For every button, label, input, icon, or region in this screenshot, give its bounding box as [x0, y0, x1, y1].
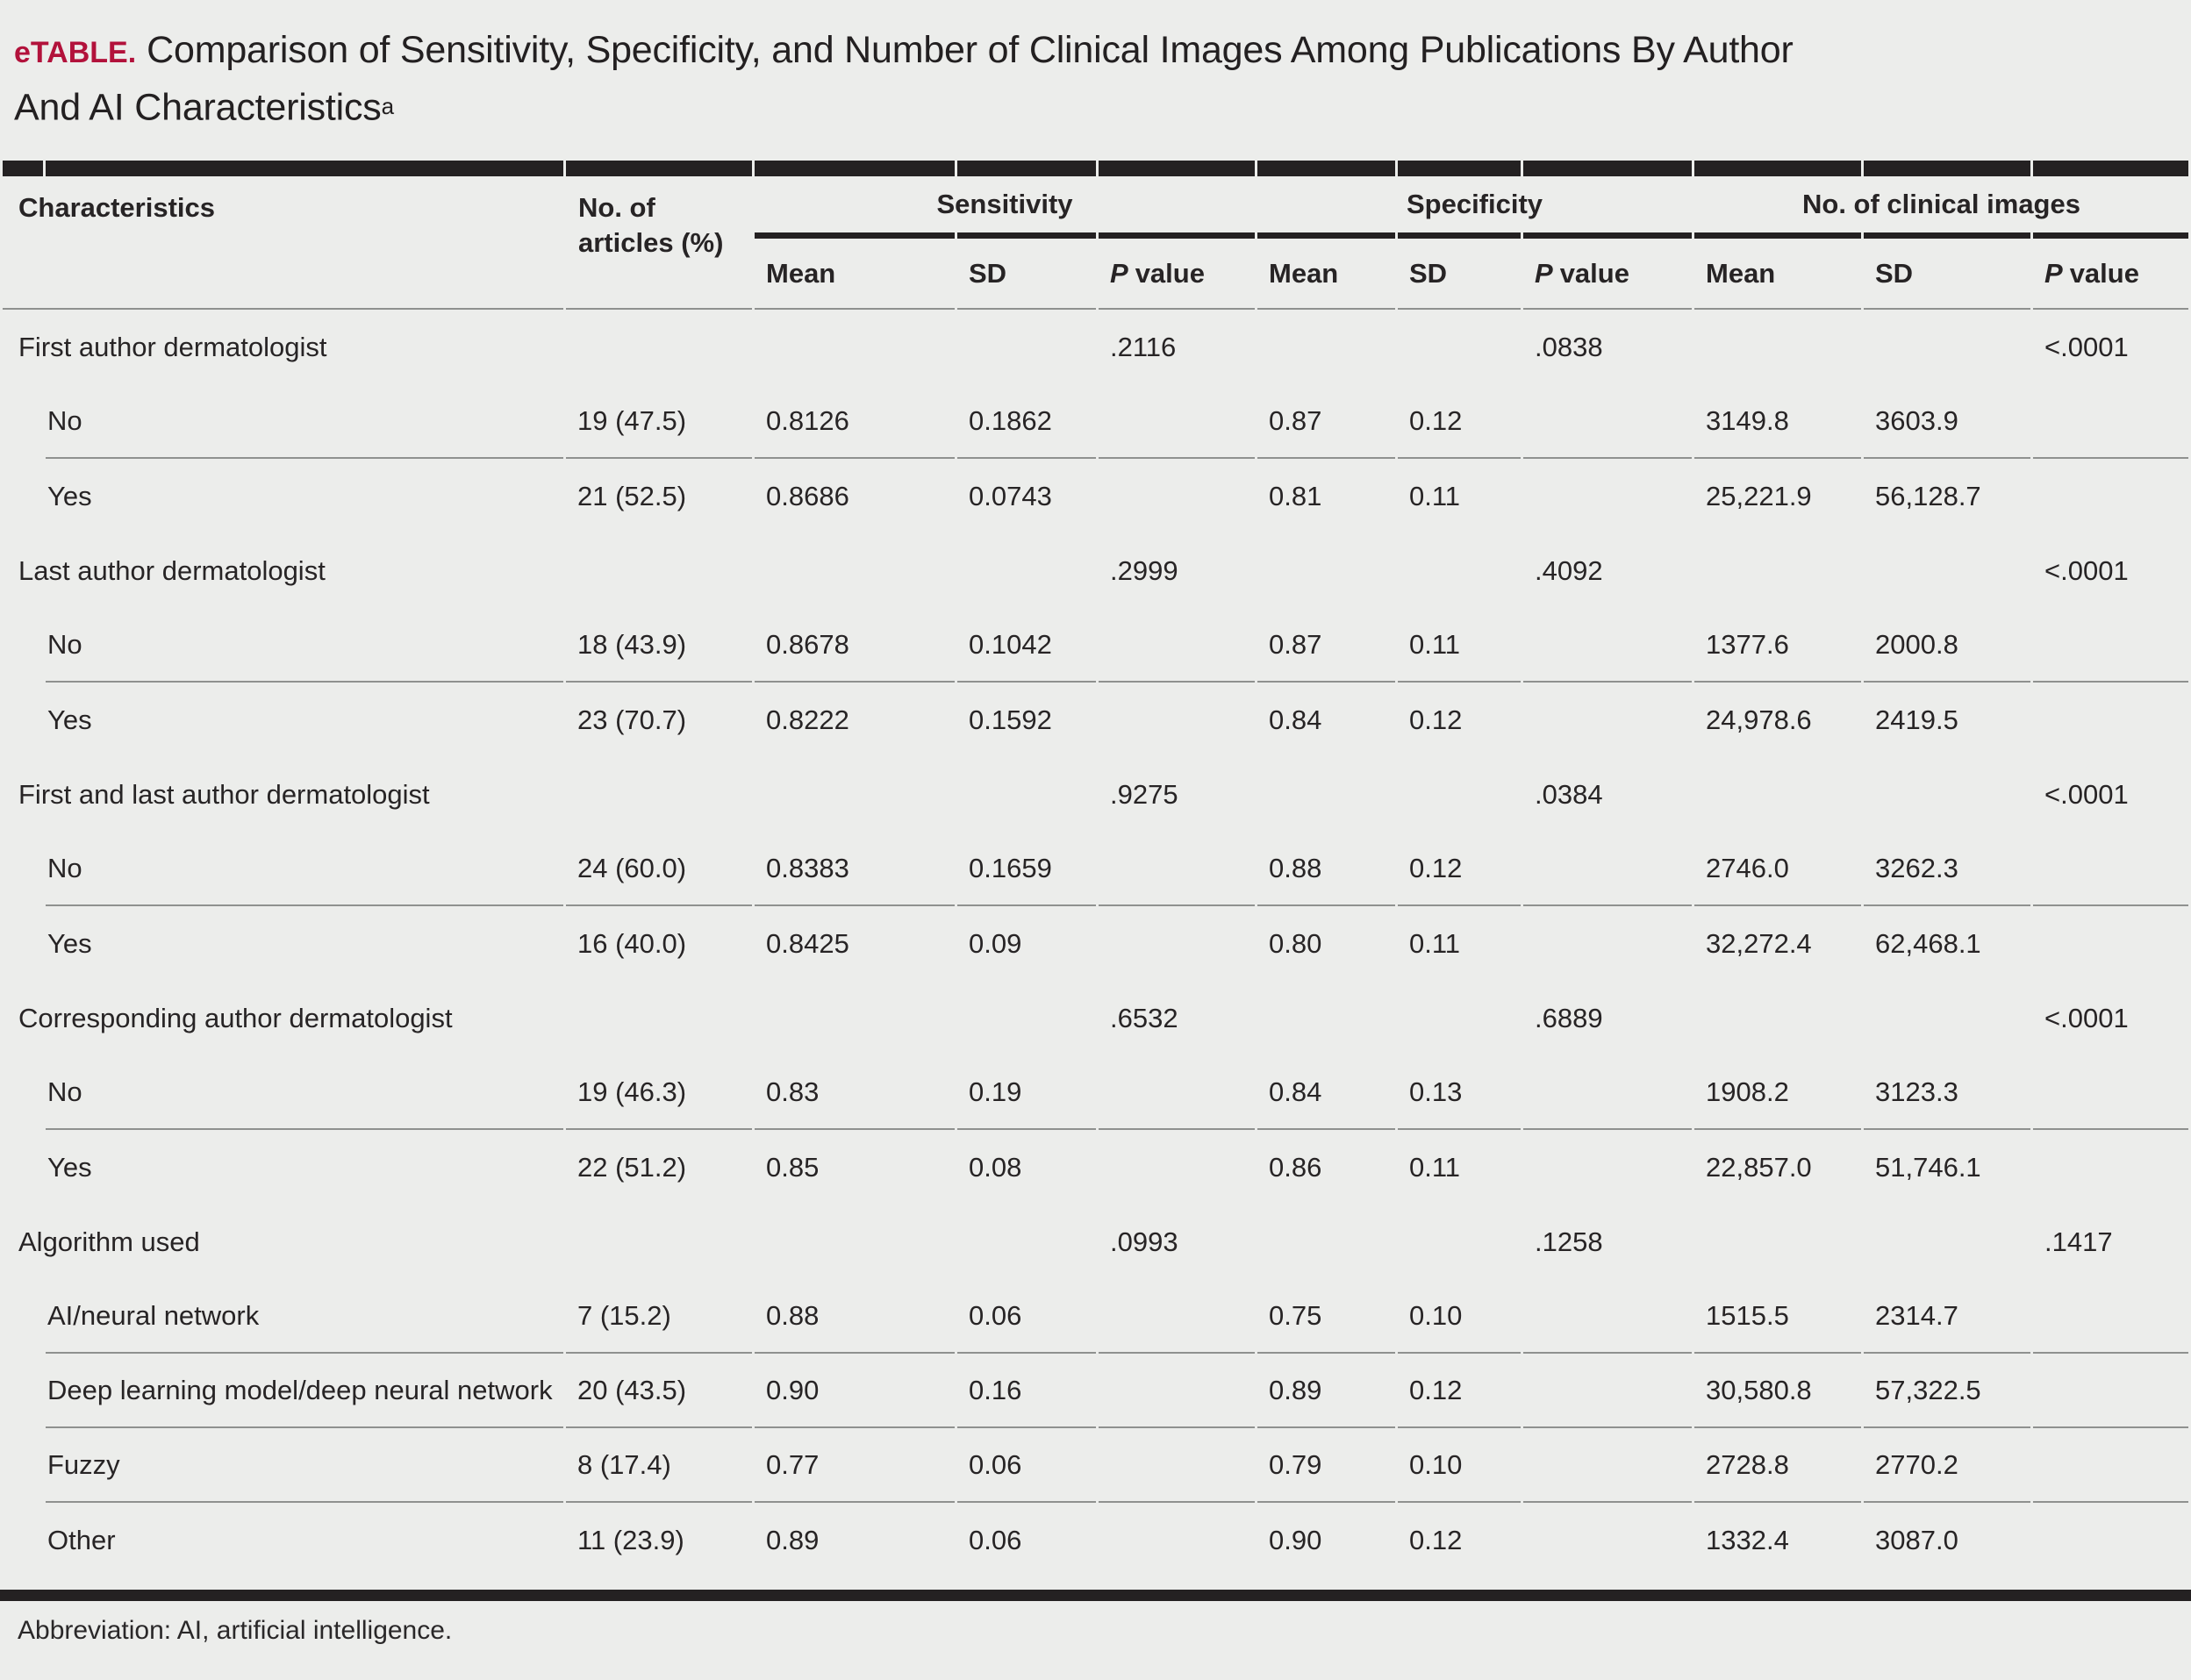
- header-top-rule-segment: [957, 161, 1096, 176]
- cell-articles: 18 (43.9): [566, 608, 752, 683]
- cell-empty: [755, 981, 955, 1055]
- cell-empty: [1523, 1354, 1692, 1428]
- cell-spec-mean: 0.79: [1257, 1428, 1395, 1503]
- cell-spec-sd: 0.11: [1398, 608, 1521, 683]
- indent-cell: [3, 1354, 43, 1428]
- table-row: [3, 1503, 2188, 1577]
- cell-spec-sd: 0.11: [1409, 927, 1461, 959]
- cell-sens-mean: 0.83: [755, 1055, 955, 1130]
- cell-spec-mean: 0.75: [1257, 1279, 1395, 1354]
- cell-empty: [2033, 1428, 2188, 1503]
- indent-cell: [3, 906, 43, 981]
- cell-empty: [1099, 384, 1255, 459]
- cell-spec-mean: 0.80: [1269, 927, 1322, 959]
- cell-spec-pvalue: .0384: [1535, 778, 1603, 810]
- cell-spec-pvalue: .0838: [1535, 331, 1603, 362]
- header-top-rule-segment: [1694, 161, 1861, 176]
- col-header-spec-pvalue: P value: [1523, 232, 1692, 310]
- header-top-rule-segment: [755, 161, 955, 176]
- cell-articles: 8 (17.4): [566, 1428, 752, 1503]
- cell-empty: [2033, 1354, 2188, 1428]
- cell-empty: [2033, 683, 2188, 757]
- cell-spec-pvalue: .6889: [1535, 1002, 1603, 1033]
- cell-sens-sd: 0.06: [957, 1279, 1096, 1354]
- cell-empty: [1523, 1130, 1692, 1205]
- table-row: [3, 1354, 2188, 1428]
- cell-empty: [1694, 757, 1861, 832]
- header-top-rule-segment: [46, 161, 563, 176]
- title-footnote-marker: a: [381, 93, 395, 119]
- cell-empty: [1099, 1279, 1255, 1354]
- table-row: [3, 832, 2188, 906]
- col-header-sens-sd: SD: [957, 232, 1096, 310]
- cell-empty: [1099, 608, 1255, 683]
- cell-sens-sd: 0.06: [969, 1524, 1022, 1555]
- table-row: [3, 608, 2188, 683]
- section-label: First and last author dermatologist: [18, 778, 430, 810]
- cell-empty: [1257, 1205, 1395, 1279]
- cell-empty: [2033, 1130, 2188, 1205]
- cell-empty: [1398, 757, 1521, 832]
- table-bottom-rule: [0, 1590, 2191, 1601]
- col-header-sens-pvalue: P value: [1099, 232, 1255, 310]
- cell-empty: [957, 533, 1096, 608]
- comparison-table: [0, 161, 2191, 1577]
- col-header-articles: No. of articles (%): [566, 176, 752, 310]
- cell-empty: [1523, 608, 1692, 683]
- cell-img-sd: 62,468.1: [1875, 927, 1981, 959]
- cell-empty: [957, 310, 1096, 384]
- cell-articles: 22 (51.2): [577, 1151, 687, 1183]
- cell-img-mean: 22,857.0: [1706, 1151, 1812, 1183]
- cell-img-pvalue: .1417: [2044, 1226, 2113, 1257]
- indent-cell: [3, 459, 43, 533]
- row-label: Yes: [47, 704, 92, 735]
- header-top-rule-segment: [1398, 161, 1521, 176]
- cell-empty: [1099, 906, 1255, 981]
- table-row: [3, 906, 2188, 981]
- cell-empty: [957, 757, 1096, 832]
- cell-empty: [1694, 1205, 1861, 1279]
- cell-empty: [957, 1205, 1096, 1279]
- cell-articles: 16 (40.0): [577, 927, 687, 959]
- cell-sens-sd: 0.1042: [957, 608, 1096, 683]
- cell-empty: [1257, 757, 1395, 832]
- cell-img-sd: 57,322.5: [1864, 1354, 2030, 1428]
- cell-spec-sd: 0.12: [1398, 384, 1521, 459]
- table-row: [3, 1130, 2188, 1205]
- row-label: Other: [47, 1524, 116, 1555]
- cell-img-mean: 2746.0: [1694, 832, 1861, 906]
- table-title: [0, 0, 2191, 139]
- cell-empty: [1398, 1205, 1521, 1279]
- cell-sens-mean: 0.90: [755, 1354, 955, 1428]
- cell-empty: [2033, 906, 2188, 981]
- indent-cell: [3, 608, 43, 683]
- cell-empty: [1864, 310, 2030, 384]
- col-header-img-mean: Mean: [1694, 232, 1861, 310]
- cell-img-mean: 3149.8: [1694, 384, 1861, 459]
- row-label: Yes: [47, 1151, 92, 1183]
- row-label: Yes: [47, 927, 92, 959]
- section-label: First author dermatologist: [18, 331, 327, 362]
- cell-empty: [1099, 1428, 1255, 1503]
- table-row-section: [3, 310, 2188, 384]
- header-top-rule-segment: [3, 161, 43, 176]
- indent-cell: [3, 832, 43, 906]
- col-header-img-sd: SD: [1864, 232, 2030, 310]
- group-header-clinical-images: No. of clinical images: [1802, 189, 2080, 220]
- cell-img-sd: 2000.8: [1864, 608, 2030, 683]
- col-header-spec-sd: SD: [1398, 232, 1521, 310]
- cell-empty: [1523, 683, 1692, 757]
- col-header-characteristics: Characteristics: [3, 176, 563, 310]
- abbreviation-footnote: Abbreviation: AI, artificial intelligence.: [18, 1616, 453, 1646]
- cell-empty: [1523, 906, 1692, 981]
- cell-img-sd: 2419.5: [1875, 704, 1958, 735]
- cell-spec-mean: 0.87: [1257, 384, 1395, 459]
- cell-spec-sd: 0.11: [1409, 480, 1461, 511]
- table-row: [3, 459, 2188, 533]
- cell-spec-pvalue: .1258: [1535, 1226, 1603, 1257]
- cell-empty: [2033, 384, 2188, 459]
- cell-spec-sd: 0.12: [1398, 1354, 1521, 1428]
- cell-sens-mean: 0.8222: [766, 704, 849, 735]
- cell-empty: [1864, 757, 2030, 832]
- row-label: No: [46, 1055, 563, 1130]
- cell-spec-sd: 0.13: [1398, 1055, 1521, 1130]
- cell-empty: [566, 533, 752, 608]
- cell-empty: [1694, 981, 1861, 1055]
- cell-sens-mean: 0.8126: [755, 384, 955, 459]
- cell-sens-sd: 0.1862: [957, 384, 1096, 459]
- cell-empty: [1099, 1354, 1255, 1428]
- indent-cell: [3, 683, 43, 757]
- indent-cell: [3, 1055, 43, 1130]
- cell-img-sd: 2770.2: [1864, 1428, 2030, 1503]
- cell-img-pvalue: <.0001: [2044, 554, 2129, 586]
- cell-empty: [1099, 1503, 1255, 1577]
- title-line-1: Comparison of Sensitivity, Specificity, and Number of Clinical Images Among Publications By Author: [147, 29, 1794, 71]
- cell-empty: [2033, 1055, 2188, 1130]
- cell-img-sd: 2314.7: [1864, 1279, 2030, 1354]
- header-top-rule-segment: [1099, 161, 1255, 176]
- cell-spec-mean: 0.84: [1269, 704, 1322, 735]
- cell-articles: 20 (43.5): [566, 1354, 752, 1428]
- cell-empty: [1864, 533, 2030, 608]
- cell-spec-sd: 0.10: [1398, 1279, 1521, 1354]
- group-header-specificity: Specificity: [1406, 189, 1543, 220]
- cell-empty: [1099, 1130, 1255, 1205]
- cell-sens-mean: 0.8425: [766, 927, 849, 959]
- cell-sens-mean: 0.8678: [755, 608, 955, 683]
- cell-articles: 19 (47.5): [566, 384, 752, 459]
- table-row: [3, 683, 2188, 757]
- cell-img-mean: 2728.8: [1694, 1428, 1861, 1503]
- cell-articles: 19 (46.3): [566, 1055, 752, 1130]
- cell-sens-pvalue: .2999: [1110, 554, 1178, 586]
- cell-empty: [1523, 1428, 1692, 1503]
- cell-img-mean: 1332.4: [1706, 1524, 1789, 1555]
- header-top-rule-segment: [1257, 161, 1395, 176]
- indent-cell: [3, 1279, 43, 1354]
- row-label: Yes: [47, 480, 92, 511]
- header-top-rule: [3, 161, 2188, 176]
- cell-sens-mean: 0.85: [766, 1151, 820, 1183]
- cell-empty: [1523, 1279, 1692, 1354]
- cell-img-sd: 56,128.7: [1875, 480, 1981, 511]
- table-row-section: [3, 533, 2188, 608]
- cell-img-mean: 24,978.6: [1706, 704, 1812, 735]
- cell-empty: [1099, 832, 1255, 906]
- cell-empty: [1099, 683, 1255, 757]
- table-row: [3, 1428, 2188, 1503]
- cell-empty: [2033, 1279, 2188, 1354]
- cell-sens-sd: 0.08: [969, 1151, 1022, 1183]
- cell-empty: [1257, 310, 1395, 384]
- cell-articles: 7 (15.2): [566, 1279, 752, 1354]
- row-label: AI/neural network: [46, 1279, 563, 1354]
- indent-cell: [3, 384, 43, 459]
- cell-sens-mean: 0.8686: [766, 480, 849, 511]
- etable-label: eTABLE.: [14, 36, 137, 69]
- cell-empty: [2033, 832, 2188, 906]
- cell-spec-sd: 0.12: [1409, 704, 1463, 735]
- table-row: [3, 384, 2188, 459]
- cell-empty: [1398, 981, 1521, 1055]
- cell-sens-sd: 0.1659: [957, 832, 1096, 906]
- cell-img-pvalue: <.0001: [2044, 778, 2129, 810]
- cell-empty: [1523, 459, 1692, 533]
- cell-empty: [566, 1205, 752, 1279]
- cell-sens-sd: 0.06: [957, 1428, 1096, 1503]
- table-row-section: [3, 757, 2188, 832]
- cell-sens-pvalue: .2116: [1110, 331, 1177, 362]
- row-label: Fuzzy: [46, 1428, 563, 1503]
- cell-sens-sd: 0.16: [957, 1354, 1096, 1428]
- cell-empty: [1523, 384, 1692, 459]
- cell-sens-pvalue: .6532: [1110, 1002, 1178, 1033]
- title-line-2: And AI Characteristics: [14, 86, 382, 129]
- cell-spec-sd: 0.11: [1409, 1151, 1461, 1183]
- section-label: Algorithm used: [18, 1226, 200, 1257]
- cell-empty: [1523, 1503, 1692, 1577]
- cell-sens-sd: 0.19: [957, 1055, 1096, 1130]
- cell-spec-mean: 0.81: [1269, 480, 1322, 511]
- row-label: No: [46, 832, 563, 906]
- cell-empty: [1864, 1205, 2030, 1279]
- cell-empty: [755, 757, 955, 832]
- cell-empty: [2033, 459, 2188, 533]
- cell-spec-sd: 0.12: [1398, 832, 1521, 906]
- cell-spec-pvalue: .4092: [1535, 554, 1603, 586]
- cell-img-mean: 1515.5: [1694, 1279, 1861, 1354]
- cell-img-sd: 51,746.1: [1875, 1151, 1981, 1183]
- cell-empty: [2033, 1503, 2188, 1577]
- row-label: Deep learning model/deep neural network: [46, 1354, 563, 1428]
- cell-articles: 21 (52.5): [577, 480, 687, 511]
- cell-spec-mean: 0.89: [1257, 1354, 1395, 1428]
- section-label: Last author dermatologist: [18, 554, 326, 586]
- cell-empty: [566, 310, 752, 384]
- cell-sens-mean: 0.88: [755, 1279, 955, 1354]
- cell-spec-mean: 0.90: [1269, 1524, 1322, 1555]
- cell-img-mean: 1377.6: [1694, 608, 1861, 683]
- cell-img-sd: 3262.3: [1864, 832, 2030, 906]
- row-label: No: [46, 384, 563, 459]
- cell-empty: [1398, 310, 1521, 384]
- table-row: [3, 1279, 2188, 1354]
- cell-sens-pvalue: .0993: [1110, 1226, 1178, 1257]
- cell-spec-mean: 0.84: [1257, 1055, 1395, 1130]
- cell-empty: [957, 981, 1096, 1055]
- cell-empty: [1694, 533, 1861, 608]
- col-header-spec-mean: Mean: [1257, 232, 1395, 310]
- indent-cell: [3, 1428, 43, 1503]
- cell-empty: [1523, 832, 1692, 906]
- cell-empty: [1523, 1055, 1692, 1130]
- cell-img-mean: 30,580.8: [1694, 1354, 1861, 1428]
- cell-img-mean: 25,221.9: [1706, 480, 1812, 511]
- cell-img-mean: 32,272.4: [1706, 927, 1812, 959]
- header-top-rule-segment: [566, 161, 752, 176]
- cell-empty: [1864, 981, 2030, 1055]
- header-top-rule-segment: [1523, 161, 1692, 176]
- cell-articles: 23 (70.7): [577, 704, 687, 735]
- indent-cell: [3, 1503, 43, 1577]
- cell-empty: [1099, 1055, 1255, 1130]
- cell-img-mean: 1908.2: [1694, 1055, 1861, 1130]
- cell-sens-sd: 0.09: [969, 927, 1022, 959]
- cell-spec-mean: 0.88: [1257, 832, 1395, 906]
- cell-empty: [755, 1205, 955, 1279]
- cell-spec-mean: 0.87: [1257, 608, 1395, 683]
- cell-empty: [2033, 608, 2188, 683]
- cell-articles: 11 (23.9): [577, 1524, 684, 1555]
- cell-sens-mean: 0.89: [766, 1524, 820, 1555]
- cell-img-pvalue: <.0001: [2044, 1002, 2129, 1033]
- cell-empty: [1694, 310, 1861, 384]
- col-header-img-pvalue: P value: [2033, 232, 2188, 310]
- cell-empty: [1398, 533, 1521, 608]
- group-header-sensitivity: Sensitivity: [936, 189, 1073, 220]
- cell-spec-sd: 0.10: [1398, 1428, 1521, 1503]
- table-row: [3, 1055, 2188, 1130]
- cell-empty: [566, 757, 752, 832]
- cell-spec-mean: 0.86: [1269, 1151, 1322, 1183]
- table-row-section: [3, 981, 2188, 1055]
- cell-empty: [1257, 533, 1395, 608]
- cell-sens-pvalue: .9275: [1110, 778, 1178, 810]
- header-group-row: [3, 176, 2188, 232]
- cell-img-pvalue: <.0001: [2044, 331, 2129, 362]
- cell-empty: [755, 533, 955, 608]
- cell-empty: [1257, 981, 1395, 1055]
- cell-sens-mean: 0.77: [755, 1428, 955, 1503]
- cell-empty: [755, 310, 955, 384]
- cell-spec-sd: 0.12: [1409, 1524, 1463, 1555]
- cell-sens-sd: 0.1592: [969, 704, 1052, 735]
- cell-empty: [1099, 459, 1255, 533]
- cell-sens-mean: 0.8383: [755, 832, 955, 906]
- cell-img-sd: 3087.0: [1875, 1524, 1958, 1555]
- cell-empty: [566, 981, 752, 1055]
- indent-cell: [3, 1130, 43, 1205]
- row-label: No: [46, 608, 563, 683]
- section-label: Corresponding author dermatologist: [18, 1002, 453, 1033]
- cell-img-sd: 3603.9: [1864, 384, 2030, 459]
- header-top-rule-segment: [2033, 161, 2188, 176]
- cell-sens-sd: 0.0743: [969, 480, 1052, 511]
- table-row-section: [3, 1205, 2188, 1279]
- col-header-sens-mean: Mean: [755, 232, 955, 310]
- cell-articles: 24 (60.0): [566, 832, 752, 906]
- header-top-rule-segment: [1864, 161, 2030, 176]
- cell-img-sd: 3123.3: [1864, 1055, 2030, 1130]
